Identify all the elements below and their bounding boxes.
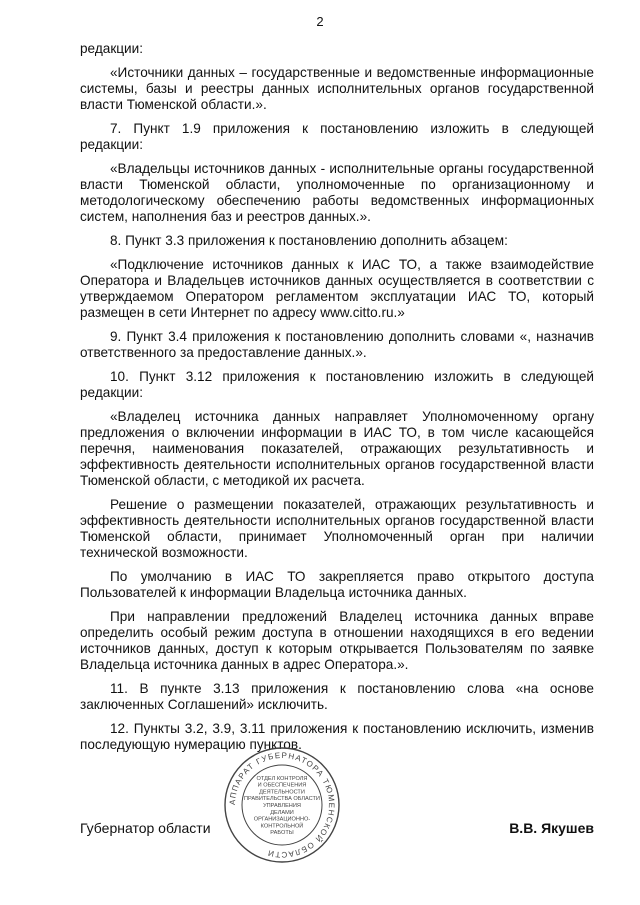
svg-text:ОРГАНИЗАЦИОННО-: ОРГАНИЗАЦИОННО- [253,816,311,823]
svg-text:КОНТРОЛЬНОЙ: КОНТРОЛЬНОЙ [260,823,304,830]
paragraph: 7. Пункт 1.9 приложения к постановлению изложить в следующей редакции: [80,121,594,152]
svg-text:И ОБЕСПЕЧЕНИЯ: И ОБЕСПЕЧЕНИЯ [257,782,307,789]
paragraph: «Подключение источников данных к ИАС ТО, а также взаимодействие Оператора и Владельцев источников данных осуществляется в соответствии с утверждаемом Оператором регламентом эксплуатации ИАС ТО, который размещен в сети Интернет по адресу www.citto.ru.» [80,257,594,320]
svg-text:УПРАВЛЕНИЯ: УПРАВЛЕНИЯ [263,803,301,809]
svg-text:АППАРАТ ГУБЕРНАТОРА ТЮМЕНСКОЙ: АППАРАТ ГУБЕРНАТОРА ТЮМЕНСКОЙ ОБЛАСТИ [227,750,337,860]
svg-text:ДЕЯТЕЛЬНОСТИ: ДЕЯТЕЛЬНОСТИ [259,789,305,796]
paragraph: 10. Пункт 3.12 приложения к постановлению изложить в следующей редакции: [80,369,594,400]
paragraph: При направлении предложений Владелец источника данных вправе определить особый режим доступа в отношении находящихся в его ведении источников данных, доступ к которым открывается Пользователям по заявке Владельца источника данных в адрес Оператора.». [80,609,594,672]
paragraph: «Владелец источника данных направляет Уполномоченному органу предложения о включении информации в ИАС ТО, в том числе касающейся перечня, наименования показателей, отражающих результативность и эффективность деятельности исполнительных органов государственной власти Тюменской области, с методикой их расчета. [80,409,594,488]
paragraph: По умолчанию в ИАС ТО закрепляется право открытого доступа Пользователей к информации Владельца источника данных. [80,569,594,600]
paragraph: «Источники данных – государственные и ведомственные информационные системы, базы и реестры данных исполнительных органов государственной власти Тюменской области.». [80,65,594,112]
paragraph: 9. Пункт 3.4 приложения к постановлению дополнить словами «, назначив ответственного за предоставление данных.». [80,329,594,360]
signatory-name: В.В. Якушев [509,820,594,836]
paragraph: 11. В пункте 3.13 приложения к постановлению слова «на основе заключенных Соглашений» исключить. [80,681,594,712]
document-body [80,41,594,761]
paragraph: «Владельцы источников данных - исполнительные органы государственной власти Тюменской области, уполномоченные по организационному и методологическому обеспечению работы ведомственных информационных систем, наполнения баз и реестров данных.». [80,161,594,224]
page-number: 2 [316,14,324,29]
paragraph: 12. Пункты 3.2, 3.9, 3.11 приложения к постановлению исключить, изменив последующую нумерацию пунктов. [80,721,594,752]
official-seal-stamp [222,745,342,865]
paragraph: 8. Пункт 3.3 приложения к постановлению дополнить абзацем: [110,233,508,248]
paragraph: редакции: [80,41,144,56]
svg-text:РАБОТЫ: РАБОТЫ [270,830,294,837]
signatory-position: Губернатор области [80,820,211,836]
paragraph: Решение о размещении показателей, отражающих результативность и эффективность деятельности исполнительных органов государственной власти Тюменской области, принимает Уполномоченный орган при наличии технической возможности. [80,497,594,560]
svg-text:ПРАВИТЕЛЬСТВА ОБЛАСТИ: ПРАВИТЕЛЬСТВА ОБЛАСТИ [244,796,320,803]
svg-text:ДЕЛАМИ: ДЕЛАМИ [270,809,294,816]
svg-text:ОТДЕЛ КОНТРОЛЯ: ОТДЕЛ КОНТРОЛЯ [256,775,308,782]
